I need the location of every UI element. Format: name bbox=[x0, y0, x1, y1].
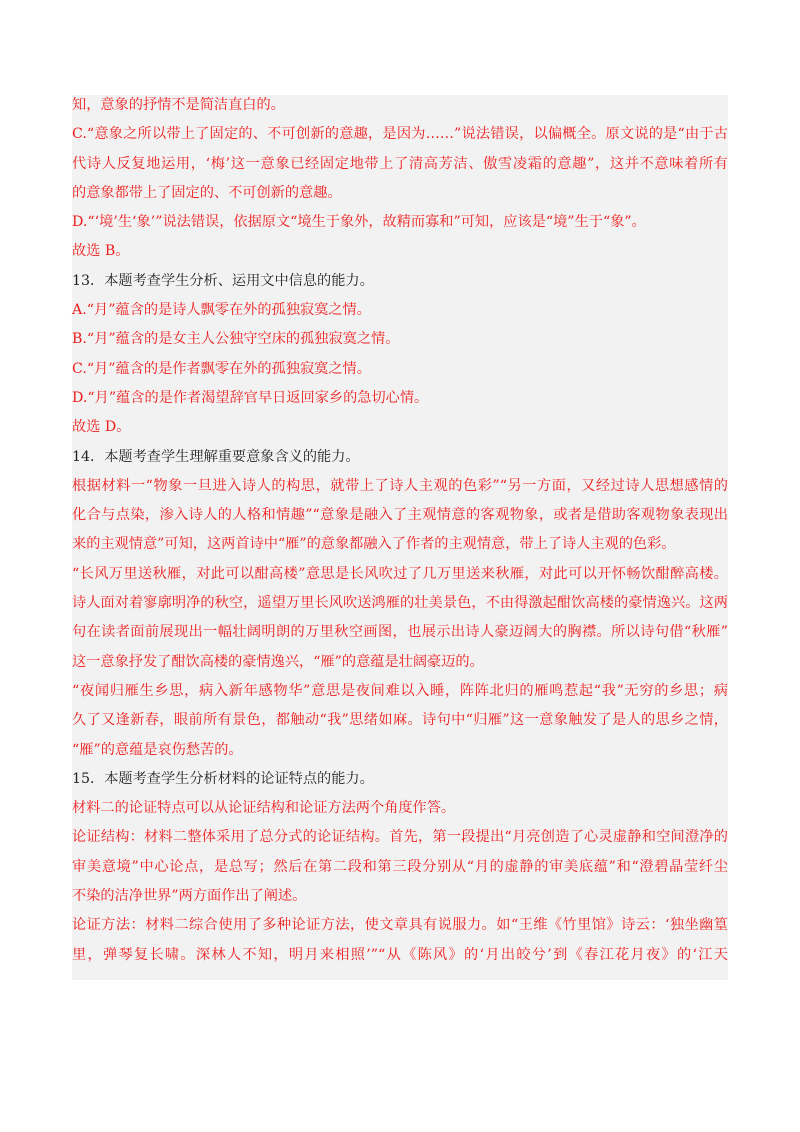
explanation-line: 这一意象抒发了酣饮高楼的豪情逸兴，“雁”的意蕴是壮阔豪迈的。 bbox=[72, 653, 484, 670]
explanation-line: 材料二的论证特点可以从论证结构和论证方法两个角度作答。 bbox=[72, 800, 456, 817]
explanation-line: 诗人面对着寥廓明净的秋空，遥望万里长风吹送鸿雁的壮美景色，不由得激起酣饮高楼的豪情逸兴。这两 bbox=[72, 595, 728, 612]
explanation-line: “长风万里送秋雁，对此可以酣高楼”意思是长风吹过了几万里送来秋雁，对此可以开怀畅饮酣醉高楼。 bbox=[72, 565, 728, 582]
question-heading: 14．本题考查学生理解重要意象含义的能力。 bbox=[72, 448, 360, 465]
explanation-line: 久了又逢新春，眼前所有景色，都触动“我”思绪如麻。诗句中“归雁”这一意象触发了是人的思乡之情， bbox=[72, 712, 728, 729]
explanation-line: 不染的洁净世界”两方面作出了阐述。 bbox=[72, 888, 307, 905]
explanation-line: C.“月”蕴含的是作者飘零在外的孤独寂寞之情。 bbox=[72, 360, 371, 377]
explanation-line: 化合与点染，渗入诗人的人格和情趣”“意象是融入了主观情意的客观物象，或者是借助客观物象表现出 bbox=[72, 507, 728, 524]
explanation-line: 里，弹琴复长啸。深林人不知，明月来相照’”“从《陈风》的‘月出皎兮’到《春江花月夜》的‘江天 bbox=[72, 946, 728, 963]
answer-explanation-text bbox=[72, 95, 728, 980]
explanation-line: D.“月”蕴含的是作者渴望辞官早日返回家乡的急切心情。 bbox=[72, 389, 429, 406]
explanation-line: 根据材料一“物象一旦进入诗人的构思，就带上了诗人主观的色彩”“另一方面，又经过诗人思想感情的 bbox=[72, 477, 728, 494]
explanation-line: 故选 B。 bbox=[72, 243, 130, 260]
explanation-line: 论证结构：材料二整体采用了总分式的论证结构。首先，第一段提出“月亮创造了心灵虚静和空间澄净的 bbox=[72, 829, 728, 846]
explanation-line: C.“意象之所以带上了固定的、不可创新的意趣，是因为……”说法错误，以偏概全。原文说的是“由于古 bbox=[72, 126, 728, 143]
explanation-line: “夜闻归雁生乡思，病入新年感物华”意思是夜间难以入睡，阵阵北归的雁鸣惹起“我”无穷的乡思；病 bbox=[72, 682, 728, 699]
explanation-line: “雁”的意蕴是哀伤愁苦的。 bbox=[72, 741, 243, 758]
question-heading: 13．本题考查学生分析、运用文中信息的能力。 bbox=[72, 272, 374, 289]
explanation-line: 知，意象的抒情不是简洁直白的。 bbox=[72, 97, 285, 113]
explanation-line: 的意象都带上了固定的、不可创新的意趣。 bbox=[72, 184, 342, 201]
question-heading: 15．本题考查学生分析材料的论证特点的能力。 bbox=[72, 770, 374, 787]
explanation-line: 句在读者面前展现出一幅壮阔明朗的万里秋空画图，也展示出诗人豪迈阔大的胸襟。所以诗句借“秋雁” bbox=[72, 624, 728, 641]
explanation-line: 来的主观情意”可知，这两首诗中“雁”的意象都融入了作者的主观情意，带上了诗人主观的色彩。 bbox=[72, 536, 676, 553]
explanation-line: 论证方法：材料二综合使用了多种论证方法，使文章具有说服力。如“王维《竹里馆》诗云：‘独坐幽篁 bbox=[72, 917, 728, 934]
explanation-line: 代诗人反复地运用，‘梅’这一意象已经固定地带上了清高芳洁、傲雪凌霜的意趣”，这并不意味着所有 bbox=[72, 155, 728, 172]
explanation-line: A.“月”蕴含的是诗人飘零在外的孤独寂寞之情。 bbox=[72, 302, 371, 319]
explanation-line: 审美意境”中心论点，是总写；然后在第二段和第三段分别从“月的虚静的审美底蕴”和“澄碧晶莹纤尘 bbox=[72, 858, 728, 875]
explanation-line: 故选 D。 bbox=[72, 419, 131, 436]
explanation-line: B.“月”蕴含的是女主人公独守空床的孤独寂寞之情。 bbox=[72, 331, 400, 348]
explanation-line: D.“‘境’生‘象’”说法错误，依据原文“境生于象外，故精而寡和”可知，应该是“境”生于“象”。 bbox=[72, 214, 646, 231]
